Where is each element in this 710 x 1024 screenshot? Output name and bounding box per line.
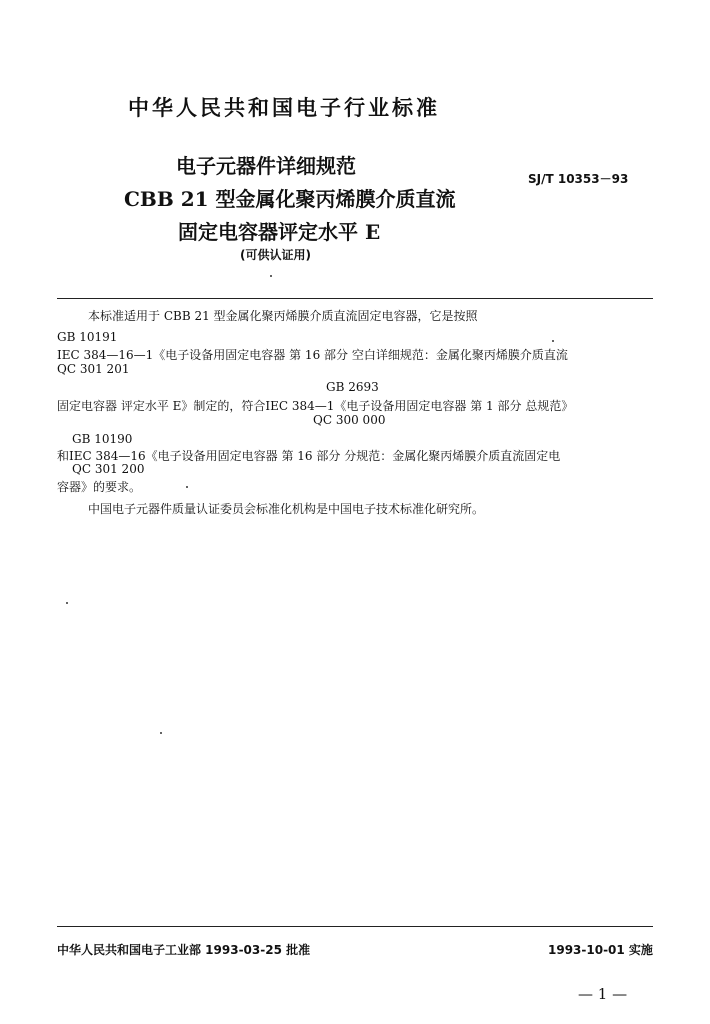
reference-qc-301-201: QC 301 201: [57, 362, 130, 376]
page-number: — 1 —: [578, 985, 628, 1003]
footer-divider: [57, 926, 653, 927]
standard-number: SJ/T 10353－93: [528, 172, 629, 186]
body-line-6: 中国电子元器件质量认证委员会标准化机构是中国电子技术标准化研究所。: [88, 502, 485, 516]
implementation-date: 1993-10-01 实施: [548, 943, 653, 957]
reference-gb-2693: GB 2693: [326, 380, 379, 394]
body-line-3: 固定电容器 评定水平 E》制定的，符合IEC 384—1《电子设备用固定电容器 第 1 部分 总规范》: [57, 399, 574, 413]
document-title-line-1: 电子元器件详细规范: [176, 154, 356, 178]
approval-date: 中华人民共和国电子工业部 1993-03-25 批准: [57, 943, 311, 957]
header-divider: [57, 298, 653, 299]
scan-speck: [270, 275, 272, 277]
reference-qc-300-000: QC 300 000: [313, 413, 386, 427]
reference-qc-301-200: QC 301 200: [72, 462, 145, 476]
body-line-1: 本标准适用于 CBB 21 型金属化聚丙烯膜介质直流固定电容器，它是按照: [88, 309, 478, 323]
document-title-line-3: 固定电容器评定水平 E: [178, 220, 381, 244]
scan-speck: [552, 340, 554, 342]
issuing-organization: 中华人民共和国电子行业标准: [128, 96, 440, 120]
certification-note: (可供认证用): [240, 248, 311, 262]
document-title-line-2: CBB 21 型金属化聚丙烯膜介质直流: [124, 187, 456, 211]
scan-speck: [186, 486, 188, 488]
body-line-4: 和IEC 384—16《电子设备用固定电容器 第 16 部分 分规范：金属化聚丙烯膜介质直流固定电: [57, 449, 561, 463]
reference-gb-10191: GB 10191: [57, 330, 118, 344]
body-line-2: IEC 384—16—1《电子设备用固定电容器 第 16 部分 空白详细规范：金属化聚丙烯膜介质直流: [57, 348, 568, 362]
scan-speck: [160, 732, 162, 734]
body-line-5: 容器》的要求。: [57, 480, 142, 494]
reference-gb-10190: GB 10190: [72, 432, 133, 446]
scan-speck: [66, 602, 68, 604]
